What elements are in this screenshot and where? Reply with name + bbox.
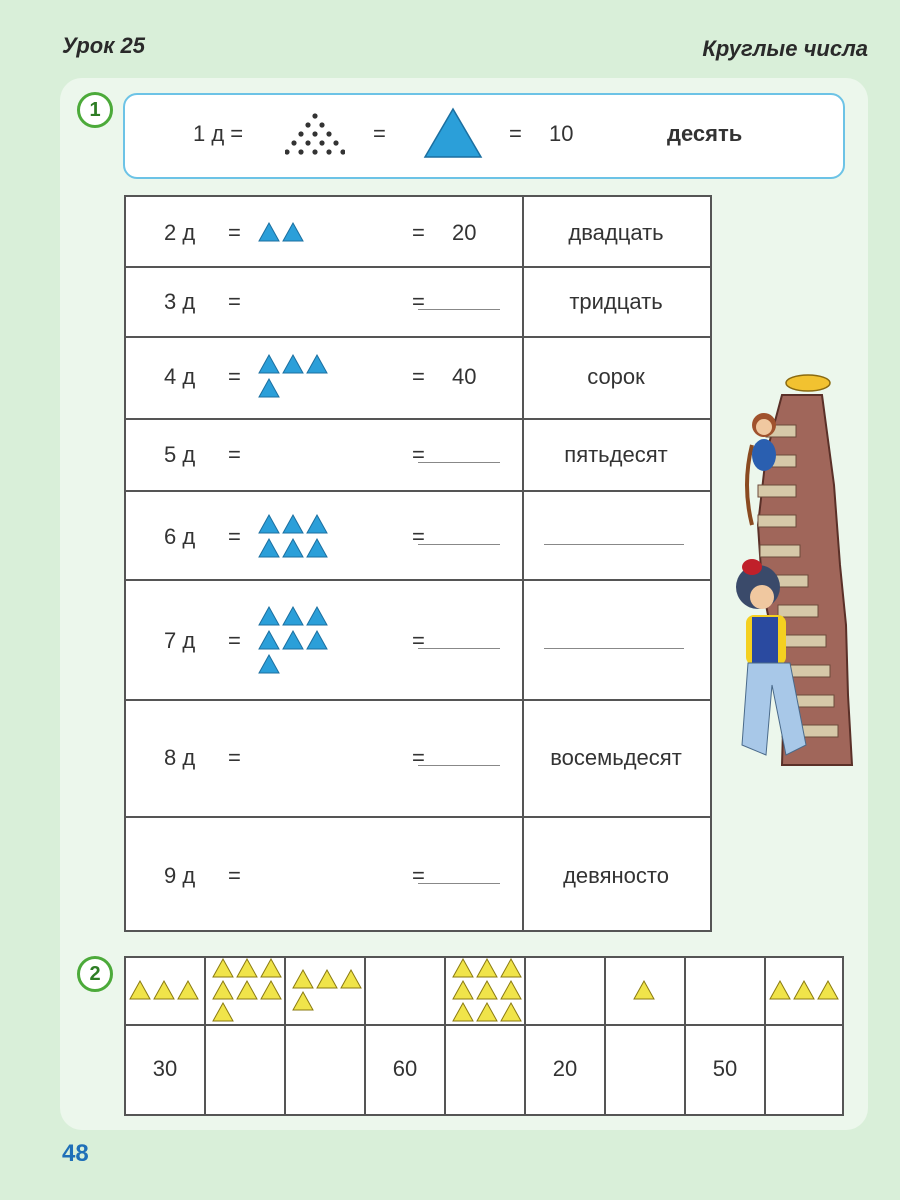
triangle-icon [292,969,314,989]
triangle-icon [282,630,304,650]
task-2-bottom-cell[interactable] [766,1026,842,1114]
triangle-icon [260,958,282,978]
row-line [126,579,710,581]
triangle-icon [258,606,280,626]
example-value: 10 [549,121,574,146]
triangle-icon [306,606,328,626]
triangle-icon [452,980,474,1000]
triangle-icon [258,354,280,374]
row-equals-1: = [228,288,241,314]
triangle-icon [476,958,498,978]
task-2-value: 50 [712,1056,738,1081]
answer-blank[interactable] [418,462,500,463]
triangle-icon [452,1002,474,1022]
row-value: 20 [452,219,477,245]
triangle-icon [212,958,234,978]
row-label: 4 д [164,364,196,389]
triangle-icon [212,980,234,1000]
row-equals-2: = [412,442,425,467]
row-equals-2: = [412,862,425,888]
triangle-icon [340,969,362,989]
stairs-illustration [722,365,872,775]
answer-blank[interactable] [418,765,500,766]
triangle-icon [500,958,522,978]
task-2-bottom-cell [366,1026,446,1114]
page-header [0,0,900,62]
big-triangle-icon [423,107,483,159]
row-equals-2: = [412,744,425,770]
triangle-icon [258,654,280,674]
dot-triangle-icon [285,113,345,159]
triangle-icon [476,1002,498,1022]
row-label: 5 д [164,442,196,467]
row-line [126,816,710,818]
triangle-icon [633,980,655,1000]
triangle-icon [282,222,304,242]
task-2-bottom-cell[interactable] [446,1026,526,1114]
answer-blank[interactable] [418,883,500,884]
triangle-group [258,354,330,402]
task-1-number: 1 [77,92,113,128]
triangle-icon [258,222,280,242]
triangle-group [258,606,330,678]
row-word: пятьдесят [564,442,668,467]
triangle-icon [236,958,258,978]
row-label: 3 д [164,288,196,314]
triangle-icon [258,378,280,398]
row-equals-2: = [412,523,425,549]
triangle-icon [793,980,815,1000]
row-line [126,490,710,492]
task-2-value: 20 [552,1056,578,1081]
triangle-icon [306,354,328,374]
example-word: десять [667,121,743,146]
answer-blank[interactable] [418,648,500,649]
task-2-top-cell [366,958,446,1024]
triangle-icon [258,630,280,650]
task-2-bottom-cell [126,1026,206,1114]
answer-blank[interactable] [418,309,500,310]
row-equals-1: = [228,364,241,389]
row-line [126,699,710,701]
task-2-bottom-cell[interactable] [606,1026,686,1114]
triangle-icon [316,969,338,989]
task-2-top-cell [286,958,366,1024]
triangle-icon [212,1002,234,1022]
triangle-icon [769,980,791,1000]
task-2-top-cell [766,958,842,1024]
triangle-icon [282,606,304,626]
row-line [126,336,710,338]
row-equals-1: = [228,219,241,245]
triangle-icon [282,538,304,558]
triangle-icon [500,1002,522,1022]
word-blank[interactable] [544,544,684,545]
triangle-icon [153,980,175,1000]
row-line [126,266,710,268]
triangle-icon [817,980,839,1000]
lesson-title: Урок 25 [62,33,145,58]
row-label: 6 д [164,523,196,549]
triangle-icon [258,538,280,558]
task-2-top-cell [526,958,606,1024]
task-2-bottom-cell[interactable] [206,1026,286,1114]
task-2-top-cell [206,958,286,1024]
triangle-icon [177,980,199,1000]
triangle-icon [282,514,304,534]
row-equals-1: = [228,862,241,888]
task-2-bottom-cell [686,1026,766,1114]
triangle-icon [292,991,314,1011]
task-2-bottom-cell [526,1026,606,1114]
triangle-icon [500,980,522,1000]
row-equals-2: = [412,364,425,389]
row-equals-2: = [412,288,425,314]
triangle-icon [306,630,328,650]
page-number: 48 [62,1140,89,1167]
task-2-bottom-cell[interactable] [286,1026,366,1114]
task-2-top-cell [446,958,526,1024]
task-2-top-cell [126,958,206,1024]
row-label: 9 д [164,862,196,888]
row-label: 8 д [164,744,196,770]
task-2-top-cell [686,958,766,1024]
triangle-group [258,222,306,246]
row-value: 40 [452,364,477,389]
triangle-icon [452,958,474,978]
row-word: двадцать [568,219,664,245]
triangle-icon [258,514,280,534]
triangle-group [258,514,330,562]
answer-blank[interactable] [418,544,500,545]
task-2-value: 30 [152,1056,178,1081]
row-word: тридцать [569,288,663,314]
row-label: 7 д [164,627,196,653]
triangle-icon [306,538,328,558]
triangle-icon [260,980,282,1000]
triangle-icon [476,980,498,1000]
row-line [126,418,710,420]
triangle-icon [282,354,304,374]
triangle-icon [129,980,151,1000]
example-equals-1: = [373,121,386,146]
row-equals-2: = [412,627,425,653]
task-2-value: 60 [392,1056,418,1081]
row-equals-2: = [412,219,425,245]
example-label: 1 д = [193,121,244,146]
task-2-table [124,956,844,1116]
row-equals-1: = [228,627,241,653]
row-label: 2 д [164,219,196,245]
triangle-icon [306,514,328,534]
triangle-icon [236,980,258,1000]
topic-title: Круглые числа [702,36,868,61]
task-2-top-cell [606,958,686,1024]
row-word: девяносто [563,862,669,888]
task-1-example-box [123,93,845,179]
row-equals-1: = [228,442,241,467]
row-equals-1: = [228,523,241,549]
row-equals-1: = [228,744,241,770]
task-2-number: 2 [77,956,113,992]
row-word: сорок [587,364,645,389]
word-blank[interactable] [544,648,684,649]
example-equals-2: = [509,121,522,146]
row-word: восемьдесят [550,744,682,770]
